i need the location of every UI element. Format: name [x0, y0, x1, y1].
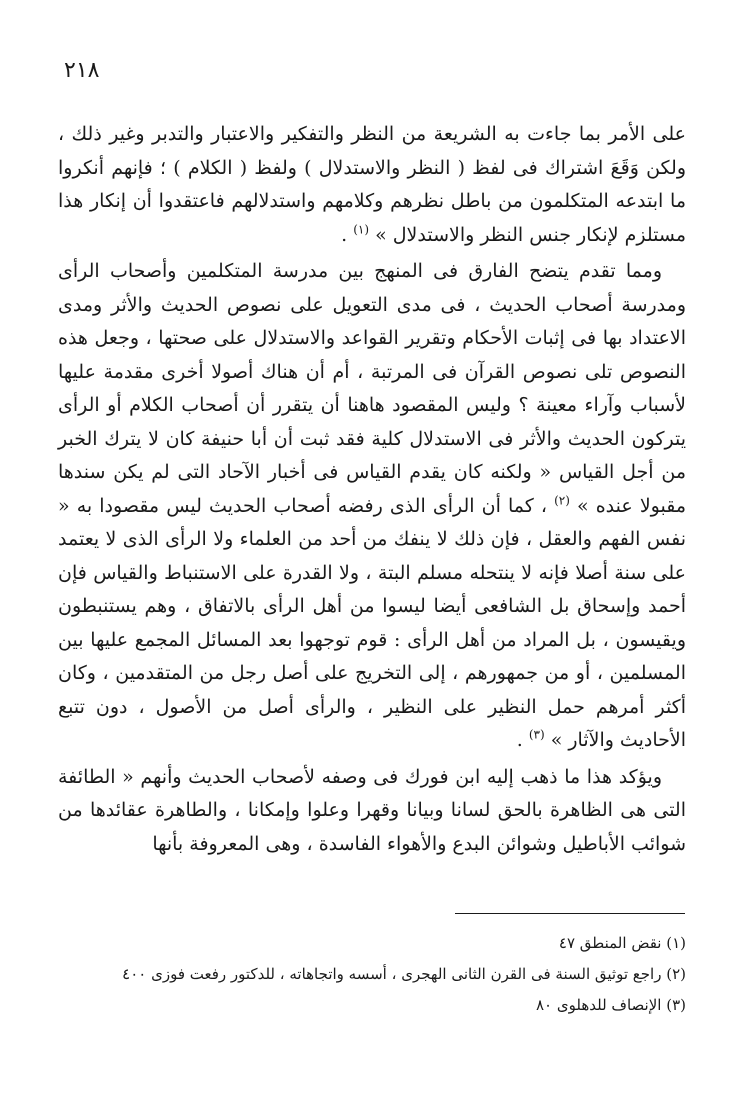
footnote-ref[interactable]: (٣): [528, 727, 545, 742]
footnote-2: (٢) راجع توثيق السنة فى القرن الثانى الهجرى ، أسسه واتجاهاته ، للدكتور رفعت فوزى ٤٠٠: [122, 965, 686, 983]
paragraph-tail: ، كما أن الرأى الذى رفضه أصحاب الحديث ليس مقصودا به « نفس الفهم والعقل ، فإن ذلك لا ينفك من أحد من العلماء ولا الرأى الذى لا يعتمد على سنة أصلا فإنه لا ينتحله مسلم البتة ، ولا القدرة على الاستنباط والقياس فإن أحمد وإسحاق بل الشافعى أيضا ليسوا من أهل الرأى بالاتفاق ، وهم يستنبطون ويقيسون ، بل المراد من أهل الرأى : قوم توجهوا بعد المسائل المجمع عليها بين المسلمين ، أو من جمهورهم ، إلى التخريج على أصل رجل من المتقدمين ، وكان أكثر أمرهم حمل النظير على النظير ، والرأى أصل من الأصول ، دون تتبع الأحاديث والآثار »: [58, 494, 686, 751]
footnote-3: (٣) الإنصاف للدهلوى ٨٠: [535, 996, 686, 1014]
body-text: [58, 118, 686, 864]
footnote-1: (١) نقض المنطق ٤٧: [558, 934, 686, 952]
paragraph-tail: .: [516, 729, 529, 751]
page-number: ٢١٨: [64, 58, 100, 83]
paragraph-text: على الأمر بما جاءت به الشريعة من النظر والتفكير والاعتبار والتدبر وغير ذلك ، ولكن وَقَعَ اشتراك فى لفظ ( النظر والاستدلال ) ولفظ ( الكلام ) ؛ فإنهم أنكروا ما ابتدعه المتكلمون من باطل نظرهم وكلامهم واستدلالهم فاعتقدوا أن إنكار هذا مستلزم لإنكار جنس النظر والاستدلال »: [58, 123, 686, 246]
footnote-ref[interactable]: (٢): [554, 493, 570, 508]
paragraph-3: [58, 761, 686, 862]
footnote-ref[interactable]: (١): [353, 222, 370, 237]
paragraph-2: [58, 255, 686, 758]
footnote-divider: [455, 913, 685, 914]
paragraph-text: ويؤكد هذا ما ذهب إليه ابن فورك فى وصفه لأصحاب الحديث وأنهم « الطائفة التى هى الظاهرة بالحق لسانا وبيانا وقهرا وعلوا وإمكانا ، والطاهرة عقائدها من شوائب الأباطيل وشوائن البدع والأهواء الفاسدة ، وهى المعروفة بأنها: [58, 765, 686, 855]
paragraph-1: [58, 118, 686, 252]
footnotes: [58, 928, 686, 1021]
paragraph-text: ومما تقدم يتضح الفارق فى المنهج بين مدرسة المتكلمين وأصحاب الرأى ومدرسة أصحاب الحديث ، فى مدى التعويل على نصوص الحديث والأثر ومدى الاعتداد بها فى إثبات الأحكام وتقرير القواعد والاستدلال على صحتها ، وجعل هذه النصوص تلى نصوص القرآن فى المرتبة ، أم أن هناك أصولا أخرى مقدمة عليها لأسباب وآراء معينة ؟ وليس المقصود هاهنا أن يتقرر أن أصحاب الكلام أو الرأى يتركون الحديث والأثر فى الاستدلال كلية فقد ثبت أن أبا حنيفة كان لا يترك الخبر من أجل القياس « ولكنه كان يقدم القياس فى أخبار الآحاد التى لم يكن سندها مقبولا عنده »: [58, 260, 686, 517]
paragraph-tail: .: [341, 223, 354, 246]
